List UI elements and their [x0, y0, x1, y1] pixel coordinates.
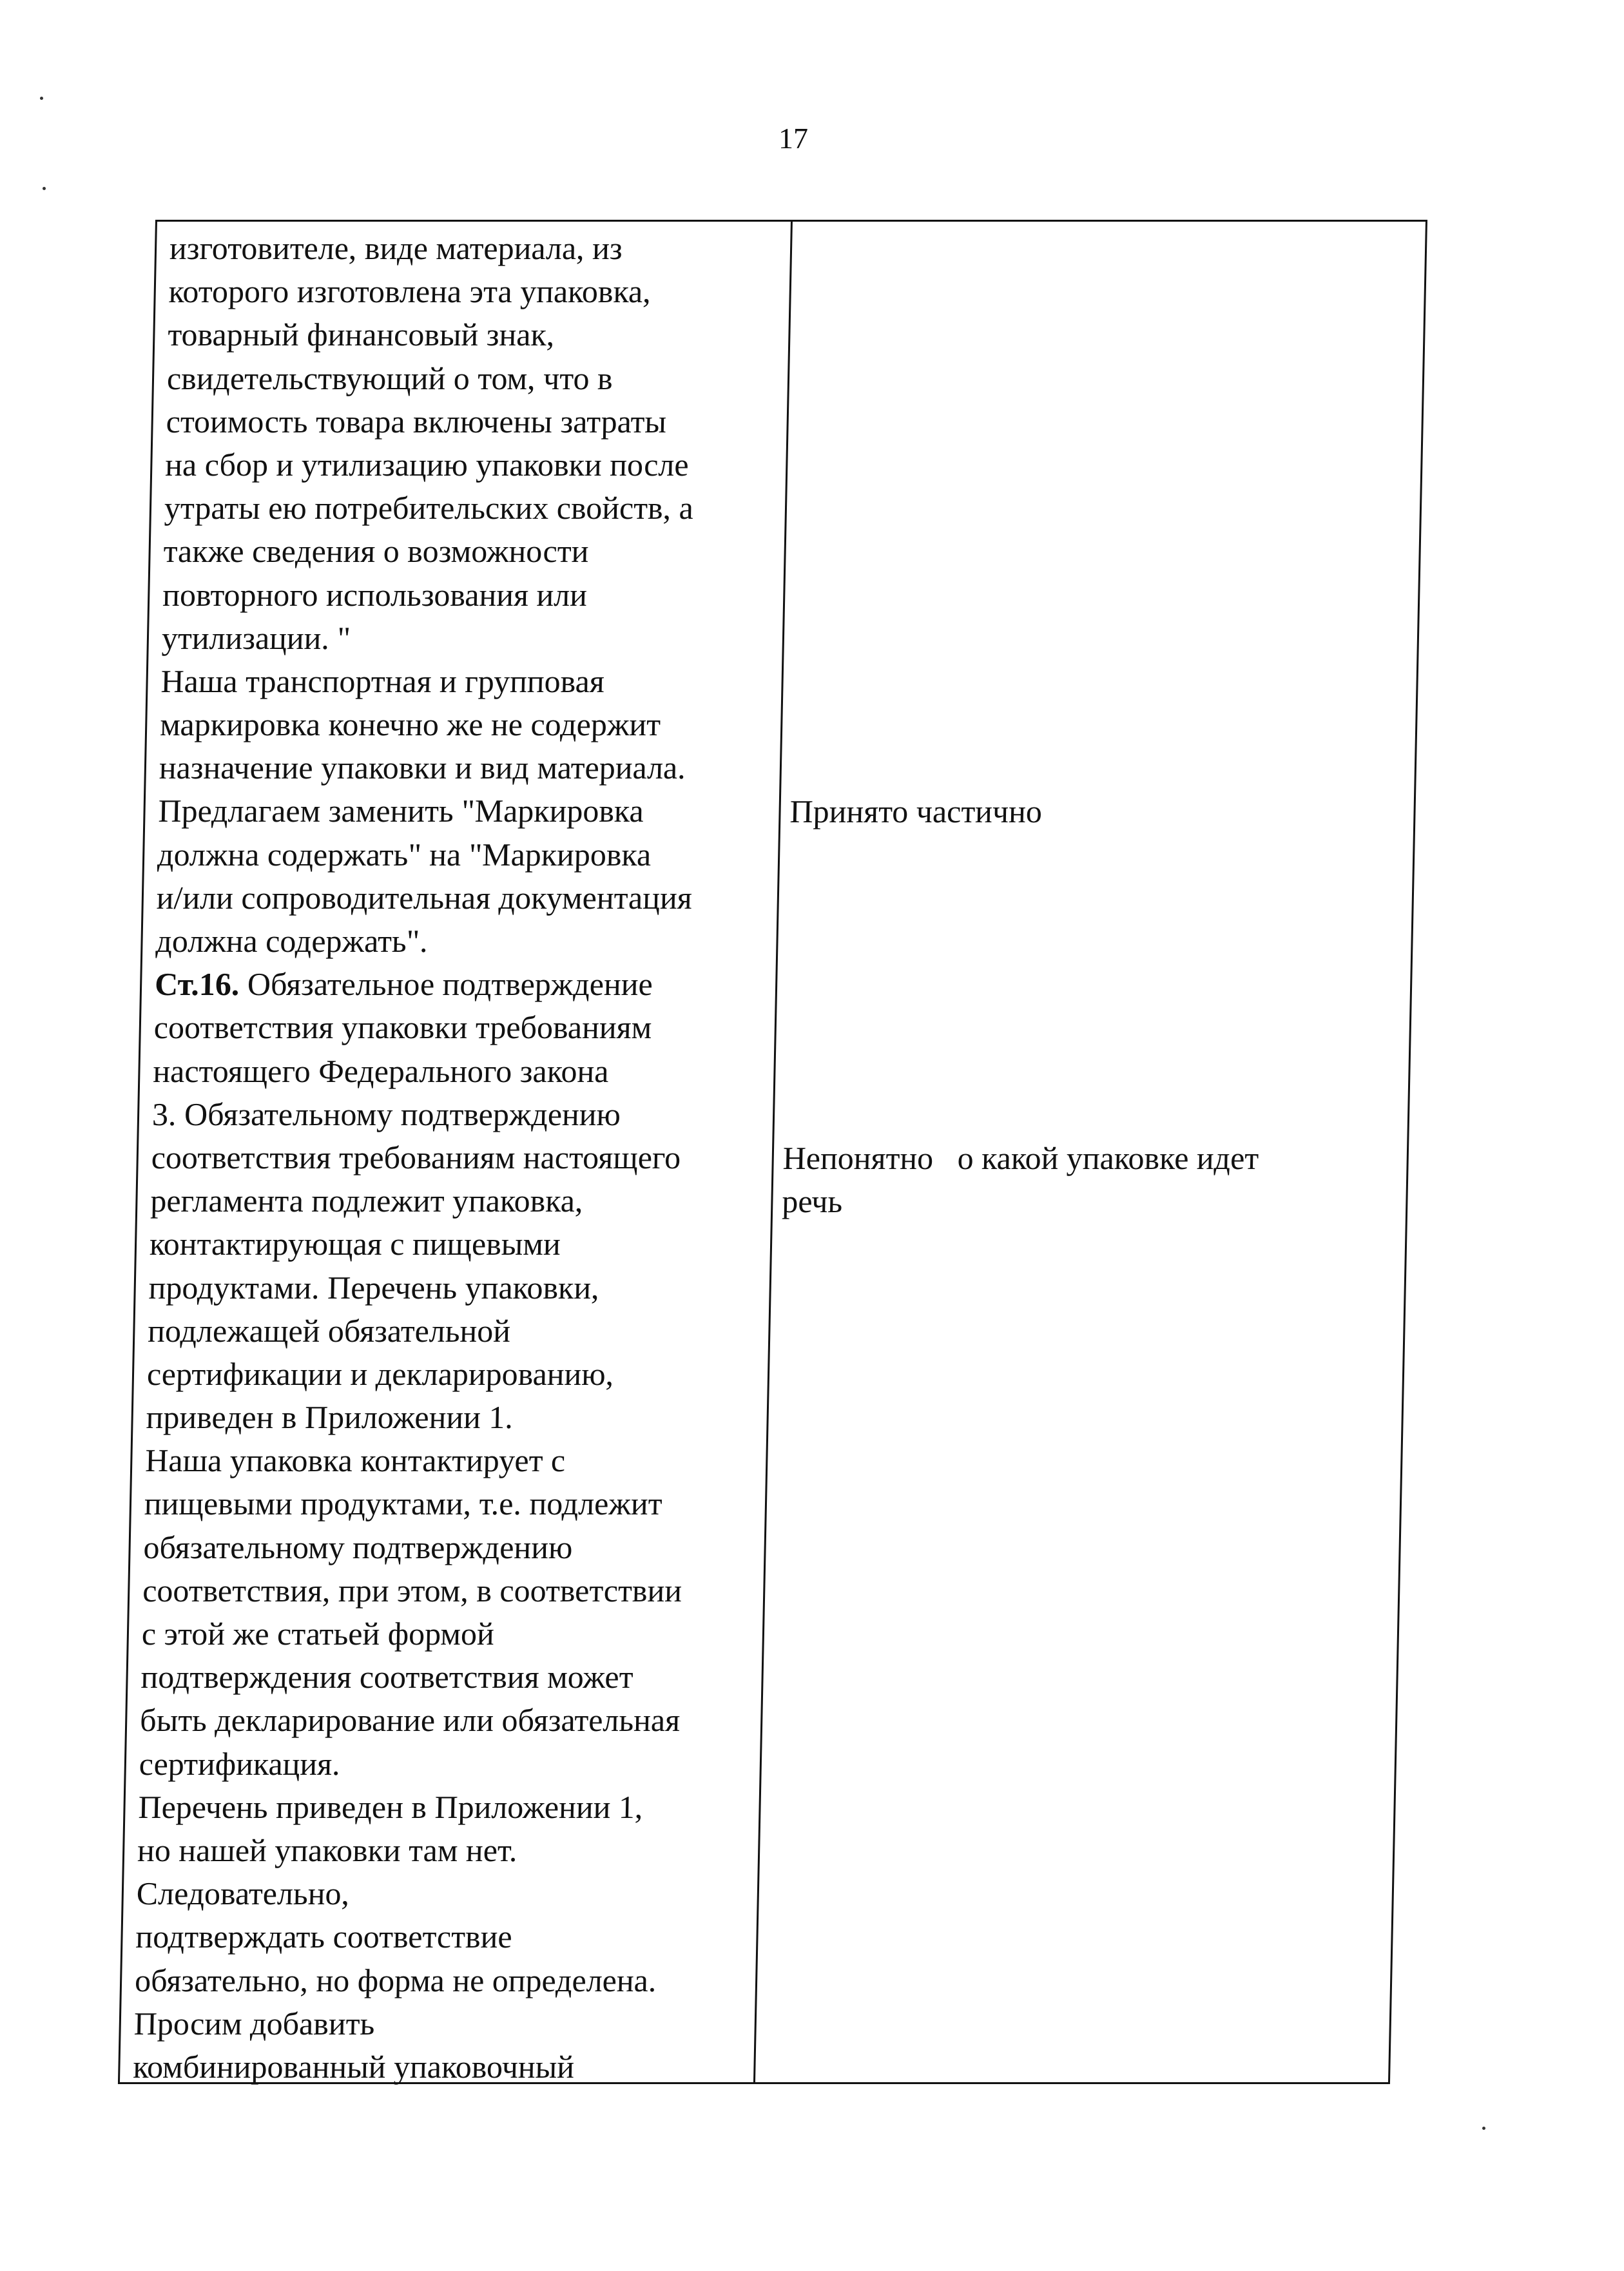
text-line: Перечень приведен в Приложении 1, [138, 1788, 644, 1825]
text-line: продуктами. Перечень упаковки, [148, 1269, 600, 1306]
text-line: 3. Обязательному подтверждению [151, 1096, 621, 1132]
response-unclear-line-2: речь [781, 1183, 843, 1219]
text-line: подтверждения соответствия может [140, 1659, 634, 1696]
proposal-column [133, 227, 789, 2089]
text-line: которого изготовлена эта упаковка, [168, 273, 652, 310]
proposal-text-part-2 [133, 1006, 773, 2089]
text-line: маркировка конечно же не содержит [159, 706, 661, 743]
article-title: Обязательное подтверждение [238, 966, 653, 1003]
response-accepted-partially: Принято частично [789, 793, 1043, 829]
scan-speck [1482, 2127, 1485, 2130]
text-line: регламента подлежит упаковка, [150, 1183, 584, 1219]
scan-speck [40, 97, 43, 100]
text-line: но нашей упаковки там нет. [137, 1831, 518, 1868]
text-line: Наша транспортная и групповая [160, 662, 605, 699]
text-line: соответствия требованиям настоящего [151, 1139, 681, 1175]
text-line: комбинированный упаковочный [132, 2048, 575, 2085]
text-line: утилизации. " [161, 619, 351, 656]
text-line: и/или сопроводительная документация [156, 879, 693, 916]
text-line: Предлагаем заменить "Маркировка [158, 793, 644, 829]
text-line: подтверждать соответствие [135, 1918, 513, 1955]
text-line: пищевыми продуктами, т.е. подлежит [144, 1485, 663, 1522]
text-line: настоящего Федерального закона [152, 1052, 610, 1089]
page-number: 17 [778, 122, 808, 155]
article-heading [155, 963, 774, 1006]
text-line: обязательному подтверждению [143, 1529, 573, 1565]
text-line: обязательно, но форма не определена. [134, 1962, 657, 1998]
text-line: приведен в Приложении 1. [146, 1399, 514, 1436]
text-line: утраты ею потребительских свойств, а [164, 490, 694, 527]
scan-speck [43, 187, 46, 190]
text-line: с этой же статьей формой [141, 1616, 495, 1652]
text-line: подлежащей обязательной [147, 1312, 511, 1349]
text-line: назначение упаковки и вид материала. [159, 749, 686, 786]
text-line: соответствия, при этом, в соответствии [142, 1572, 682, 1609]
text-line: Следовательно, [136, 1875, 350, 1912]
text-line: быть декларирование или обязательная [139, 1702, 681, 1739]
text-line: товарный финансовый знак, [167, 316, 555, 353]
text-line: контактирующая с пищевыми [149, 1226, 561, 1262]
text-line: соответствия упаковки требованиям [153, 1009, 652, 1046]
text-line: должна содержать" на "Маркировка [157, 836, 652, 873]
text-line: свидетельствующий о том, что в [166, 360, 614, 396]
text-line: стоимость товара включены затраты [166, 403, 667, 440]
text-line: Просим добавить [133, 2005, 375, 2042]
proposal-text-part-1 [155, 227, 789, 963]
text-line: Наша упаковка контактирует с [144, 1442, 566, 1479]
comments-table [118, 220, 1427, 2084]
text-line: должна содержать". [155, 923, 429, 959]
text-line: повторного использования или [162, 576, 588, 613]
text-line: также сведения о возможности [163, 533, 590, 570]
text-line: сертификации и декларированию, [146, 1355, 614, 1392]
text-line: изготовителе, виде материала, из [169, 230, 623, 266]
text-line: сертификация. [139, 1745, 341, 1782]
text-line: на сбор и утилизацию упаковки после [164, 446, 690, 483]
article-number: Ст.16. [154, 966, 240, 1003]
response-unclear-line-1: Непонятно о какой упаковке идет [782, 1140, 1259, 1176]
